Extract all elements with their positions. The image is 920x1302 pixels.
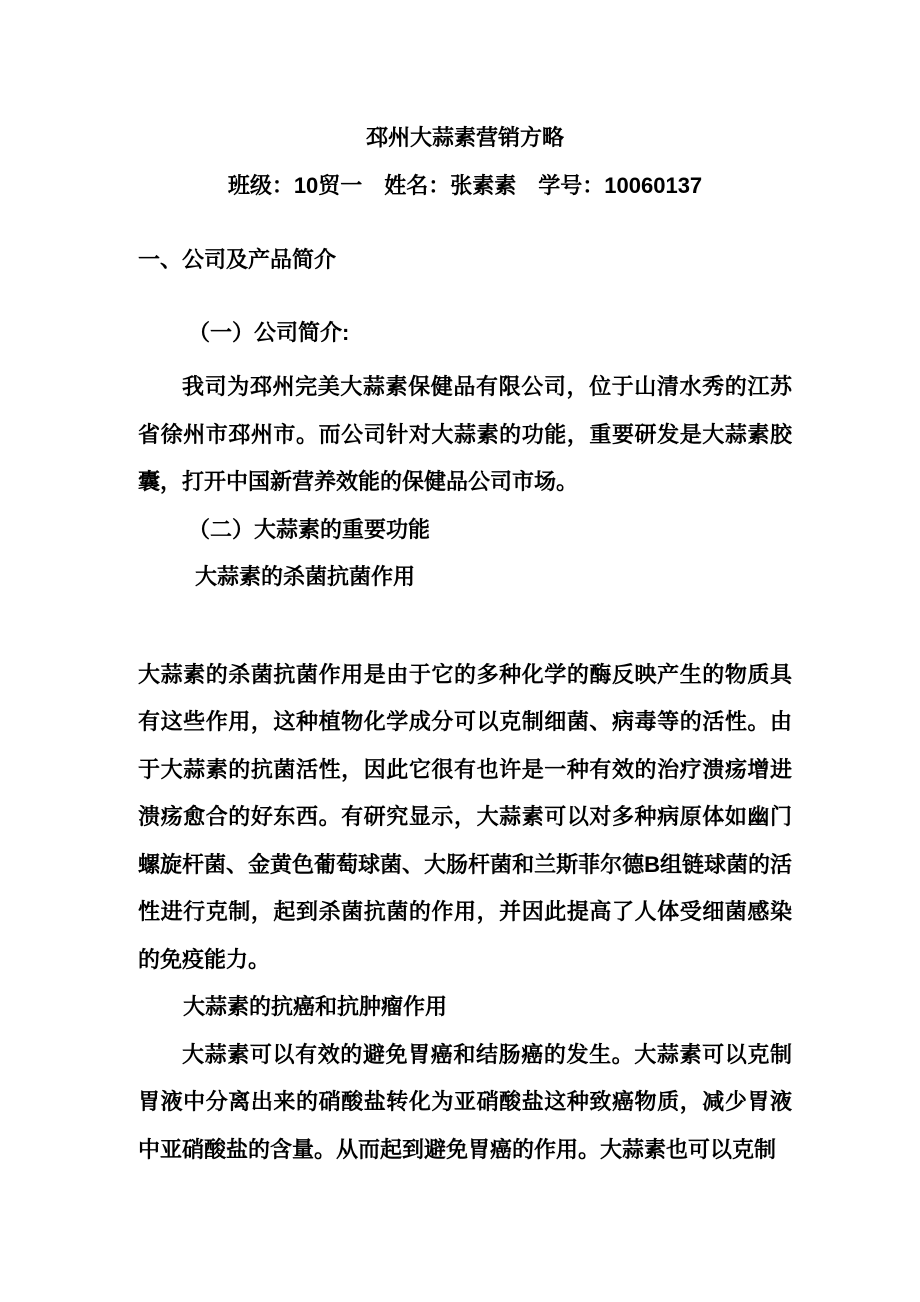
document-title: 邳州大蒜素营销方略 — [365, 125, 564, 150]
student-info-line: 班级：10贸一 姓名：张素素 学号：10060137 — [227, 172, 703, 198]
subsection-heading-anticancer-effect: 大蒜素的抗癌和抗肿瘤作用 — [183, 994, 448, 1019]
paragraph-antibacterial-effect: 大蒜素的杀菌抗菌作用是由于它的多种化学的酶反映产生的物质具有这些作用，这种植物化学成分可以克制细菌、病毒等的活性。由于大蒜素的抗菌活性，因此它很有也许是一种有效的治疗溃疡增进溃疡愈合的好东西。有研究显示，大蒜素可以对多种病原体如幽门螺旋杆菌、金黄色葡萄球菌、大肠杆菌和兰斯菲尔德B组链球菌的活性进行克制，起到杀菌抗菌的作用，并因此提高了人体受细菌感染的免疫能力。 — [138, 661, 792, 972]
subsection-heading-company-intro: （一）公司简介: — [188, 319, 350, 345]
section-heading-company-and-product-intro: 一、公司及产品简介 — [138, 247, 337, 272]
paragraph-anticancer-effect: 大蒜素可以有效的避免胃癌和结肠癌的发生。大蒜素可以克制胃液中分离出来的硝酸盐转化为亚硝酸盐这种致癌物质，减少胃液中亚硝酸盐的含量。从而起到避免胃癌的作用。大蒜素也可以克制 — [138, 1041, 792, 1162]
paragraph-company-intro: 我司为邳州完美大蒜素保健品有限公司，位于山清水秀的江苏省徐州市邳州市。而公司针对大蒜素的功能，重要研发是大蒜素胶囊，打开中国新营养效能的保健品公司市场。 — [138, 374, 792, 494]
subsection-heading-important-functions: （二）大蒜素的重要功能 — [188, 516, 431, 542]
subsection-heading-antibacterial-effect: 大蒜素的杀菌抗菌作用 — [195, 564, 416, 589]
